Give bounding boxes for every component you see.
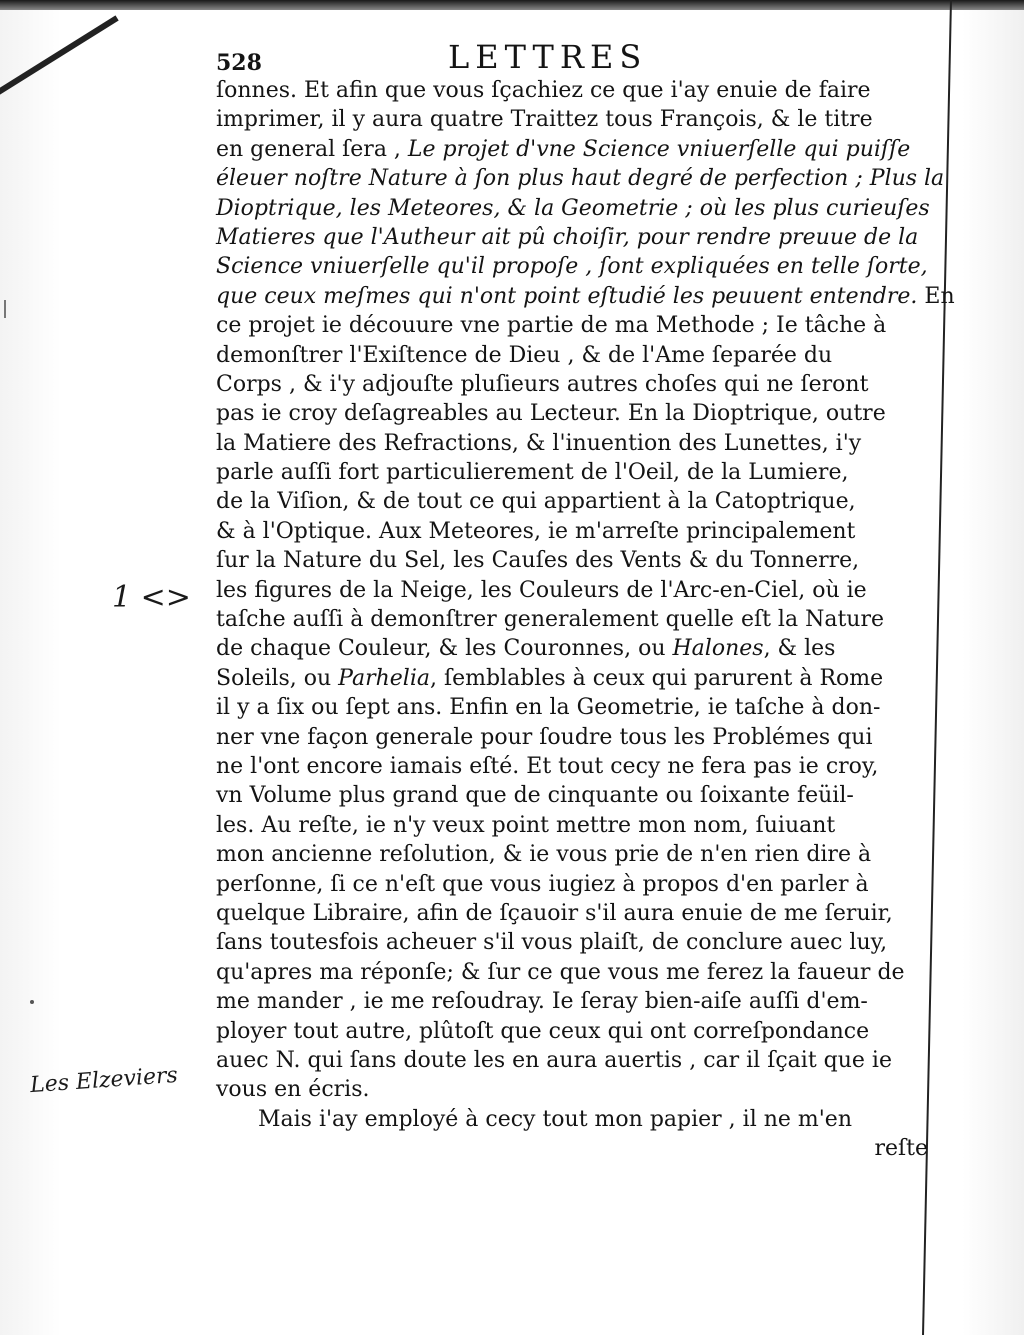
text-segment: ce projet ie découure vne partie de ma Methode ; Ie tâche à	[216, 313, 887, 339]
text-segment: ſur la Nature du Sel, les Cauſes des Vents & du Tonnerre,	[216, 548, 860, 574]
text-segment: ne l'ont encore iamais eſté. Et tout cecy ne fera pas ie croy,	[216, 753, 879, 779]
margin-annotation-1: 1 <>	[112, 580, 191, 615]
text-line	[216, 781, 928, 810]
text-line	[216, 311, 928, 340]
text-segment: il y a ſix ou ſept ans. Enfin en la Geometrie, ie taſche à don-	[216, 695, 881, 721]
italic-text-segment: que ceux meſmes qui n'ont point eſtudié les peuuent entendre.	[216, 283, 918, 309]
text-line	[216, 429, 928, 458]
text-segment: mon ancienne reſolution, & ie vous prie de n'en rien dire à	[216, 842, 872, 868]
text-segment: en general ſera ,	[216, 136, 408, 162]
folded-corner-shadow	[0, 15, 119, 110]
scan-top-edge	[0, 0, 1024, 10]
text-segment: les figures de la Neige, les Couleurs de l'Arc-en-Ciel, où ie	[216, 577, 867, 603]
text-line	[216, 723, 928, 752]
italic-text-segment: Dioptrique, les Meteores, & la Geometrie ; où les plus curieuſes	[216, 195, 930, 221]
text-segment: me mander , ie me reſoudray. Ie ſeray bien-aiſe auſſi d'em-	[216, 989, 868, 1015]
letter-body-text	[216, 76, 955, 1163]
text-segment: & à l'Optique. Aux Meteores, ie m'arreſte principalement	[216, 518, 856, 544]
text-line	[216, 194, 928, 223]
text-line	[216, 458, 928, 487]
text-line	[216, 634, 928, 663]
text-segment: les. Au reſte, ie n'y veux point mettre mon nom, ſuiuant	[216, 812, 836, 838]
text-segment: la Matiere des Refractions, & l'inuention des Lunettes, i'y	[216, 430, 862, 456]
text-segment: pas ie croy deſagreables au Lecteur. En la Dioptrique, outre	[216, 401, 886, 427]
italic-text-segment: Science vniuerſelle qu'il propoſe , ſont expliquées en telle ſorte,	[216, 254, 928, 280]
page-header	[216, 38, 936, 78]
text-segment: auec N. qui ſans doute les en aura auertis , car il ſçait que ie	[216, 1047, 892, 1073]
italic-text-segment: éleuer noſtre Nature à ſon plus haut degré de perfection ; Plus la	[216, 166, 945, 192]
text-line	[216, 899, 928, 928]
text-line	[216, 605, 928, 634]
text-line	[216, 223, 928, 252]
text-segment: imprimer, il y aura quatre Traittez tous François, & le titre	[216, 107, 873, 133]
text-segment: perſonne, ſi ce n'eſt que vous iugiez à propos d'en parler à	[216, 871, 869, 897]
text-line	[216, 987, 928, 1016]
text-segment: qu'apres ma réponſe; & ſur ce que vous me ferez la faueur de	[216, 959, 905, 985]
scan-dot	[30, 1000, 34, 1004]
text-segment: demonſtrer l'Exiſtence de Dieu , & de l'Ame ſeparée du	[216, 342, 833, 368]
text-segment: taſche auſſi à demonſtrer generalement quelle eſt la Nature	[216, 607, 884, 633]
text-segment: vous en écris.	[216, 1077, 370, 1103]
text-segment: Corps , & i'y adjouſte pluſieurs autres choſes qui ne ſeront	[216, 371, 869, 397]
text-line	[216, 958, 928, 987]
text-line	[216, 370, 928, 399]
text-line	[216, 693, 928, 722]
text-line	[216, 399, 928, 428]
text-segment: ployer tout autre, plûtoſt que ceux qui ont correſpondance	[216, 1018, 870, 1044]
page-number: 528	[216, 50, 262, 76]
text-line	[216, 76, 928, 105]
text-line	[216, 811, 928, 840]
text-segment: , & les	[763, 636, 836, 662]
text-line	[216, 928, 928, 957]
text-segment: Mais i'ay employé à cecy tout mon papier , il ne m'en	[258, 1106, 852, 1132]
text-line	[216, 252, 928, 281]
text-segment: reſte	[874, 1136, 928, 1162]
italic-text-segment: Halones	[672, 636, 764, 662]
scan-speck	[4, 300, 6, 318]
text-segment: , ſemblables à ceux qui parurent à Rome	[429, 665, 884, 691]
text-line	[216, 487, 928, 516]
text-segment: ner vne façon generale pour ſoudre tous les Problémes qui	[216, 724, 873, 750]
text-line	[216, 752, 928, 781]
text-line	[216, 282, 955, 311]
running-head: LETTRES	[448, 38, 648, 76]
text-line	[216, 840, 928, 869]
text-line	[216, 664, 928, 693]
text-line	[216, 546, 928, 575]
text-line	[216, 164, 945, 193]
text-line	[216, 517, 928, 546]
text-line	[216, 1075, 928, 1104]
text-line	[216, 105, 928, 134]
text-segment: Soleils, ou	[216, 665, 339, 691]
text-line	[216, 341, 928, 370]
italic-text-segment: Parhelia	[338, 665, 430, 691]
text-segment: ſonnes. Et afin que vous ſçachiez ce que i'ay enuie de faire	[216, 78, 871, 103]
text-segment: En	[917, 283, 955, 309]
italic-text-segment: Le projet d'vne Science vniuerſelle qui puiſſe	[407, 136, 911, 162]
text-line	[216, 1017, 928, 1046]
margin-annotation-2: Les Elzeviers	[29, 1062, 179, 1099]
text-line	[216, 870, 928, 899]
text-line	[216, 1046, 928, 1075]
text-segment: parle auſſi fort particulierement de l'Oeil, de la Lumiere,	[216, 460, 849, 486]
italic-text-segment: Matieres que l'Autheur ait pû choiſir, pour rendre preuue de la	[216, 224, 919, 250]
text-segment: de chaque Couleur, & les Couronnes, ou	[216, 636, 673, 662]
text-line	[216, 1134, 928, 1163]
text-line	[216, 576, 928, 605]
text-line	[216, 1105, 928, 1134]
text-segment: ſans toutesfois acheuer s'il vous plaiſt, de conclure auec luy,	[216, 930, 888, 956]
text-segment: de la Viſion, & de tout ce qui appartient à la Catoptrique,	[216, 489, 856, 515]
text-segment: vn Volume plus grand que de cinquante ou ſoixante feüil-	[216, 783, 854, 809]
text-line	[216, 135, 928, 164]
text-segment: quelque Libraire, afin de ſçauoir s'il aura enuie de me ſeruir,	[216, 900, 893, 926]
